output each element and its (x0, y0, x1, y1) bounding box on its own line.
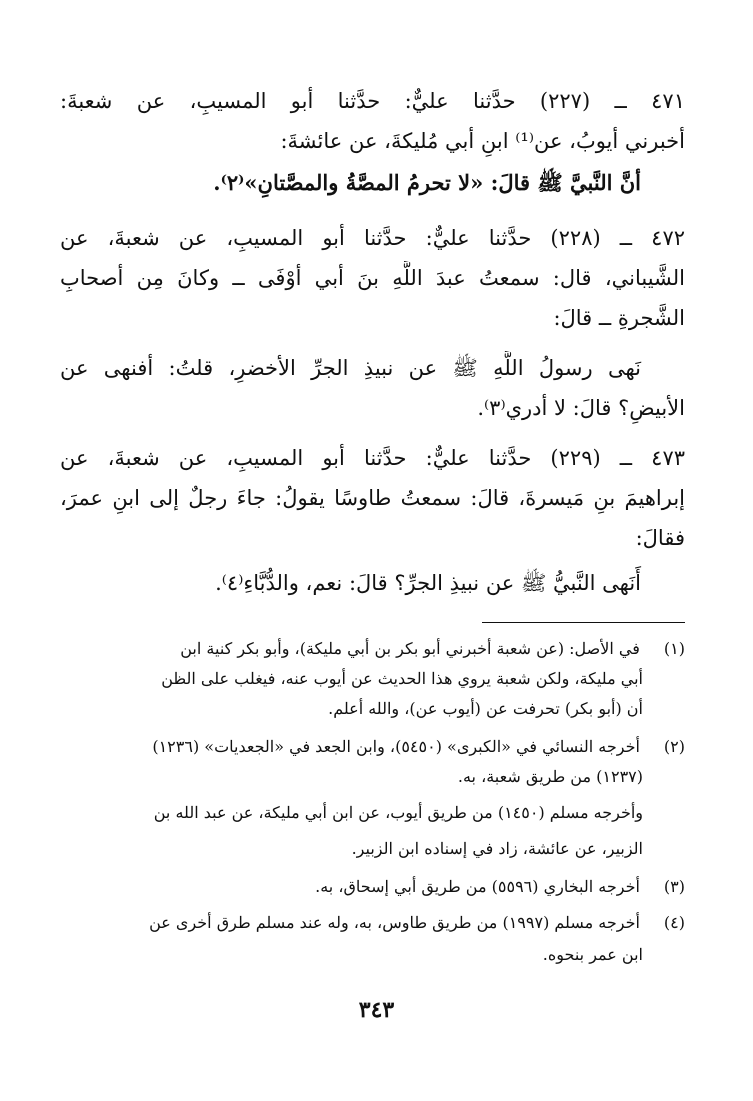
hadith-472-line-3: الشَّجرةِ ــ قالَ: (553, 306, 685, 330)
hadith-471-line-1: ٤٧١ ــ (٢٢٧) حدَّثنا عليٌّ: حدَّثنا أبو المسيبِ، عن شعبةَ: (60, 89, 685, 113)
footnote-2-text: أخرجه النسائي في «الكبرى» (٥٤٥٠)، وابن الجعد في «الجعديات» (١٢٣٦) (152, 737, 640, 756)
hadith-471-matn: أنَّ النَّبيَّ ﷺ قالَ: «لا تحرمُ المصَّةُ والمصَّتانِ»⁽٢⁾. (213, 170, 641, 195)
footnote-3-line-1 (60, 874, 685, 902)
hadith-473-matn: أَنَهى النَّبيُّ ﷺ عن نبيذِ الجرِّ؟ قالَ: نعم، والدُّبَّاءِ⁽٤⁾. (215, 571, 641, 595)
footnote-1-line-1 (60, 636, 685, 664)
hadith-472-line-2: الشَّيباني، قال: سمعتُ عبدَ اللَّهِ بنَ أبي أوْفَى ــ وكانَ مِن أصحابِ (60, 266, 685, 290)
footnote-4-number: (٤) (663, 913, 685, 932)
footnote-4-text: أخرجه مسلم (١٩٩٧) من طريق طاوس، به، وله عند مسلم طرق أخرى عن (149, 913, 640, 932)
footnote-1-line-3: أن (أبو بكر) تحرفت عن (أيوب عن)، والله أعلم. (328, 699, 643, 718)
footnote-3-text: أخرجه البخاري (٥٥٩٦) من طريق أبي إسحاق، به. (315, 877, 640, 896)
footnote-1-number: (١) (663, 639, 685, 658)
hadith-472-line-1: ٤٧٢ ــ (٢٢٨) حدَّثنا عليٌّ: حدَّثنا أبو المسيبِ، عن شعبةَ، عن (60, 226, 685, 250)
footnote-2-line-3: وأخرجه مسلم (١٤٥٠) من طريق أيوب، عن ابن أبي مليكة، عن عبد الله بن (153, 803, 643, 822)
footnote-4-line-2: ابن عمر بنحوه. (542, 945, 643, 964)
footnote-2-number: (٢) (663, 737, 685, 756)
footnote-2-line-4: الزبير، عن عائشة، زاد في إسناده ابن الزبير. (351, 839, 643, 858)
hadith-472-matn-line-1: نَهى رسولُ اللَّهِ ﷺ عن نبيذِ الجرِّ الأخضرِ، قلتُ: أفنهى عن (60, 356, 641, 380)
hadith-473-line-2: إبراهيمَ بنِ مَيسرةَ، قالَ: سمعتُ طاوسًا يقولُ: جاءَ رجلٌ إلى ابنِ عمرَ، (60, 486, 685, 510)
hadith-473-line-1: ٤٧٣ ــ (٢٢٩) حدَّثنا عليٌّ: حدَّثنا أبو المسيبِ، عن شعبةَ، عن (60, 446, 685, 470)
footnote-separator (482, 622, 685, 623)
page-number: ٣٤٣ (358, 997, 395, 1023)
footnote-4-line-1 (60, 910, 685, 938)
footnote-2-line-2: (١٢٣٧) من طريق شعبة، به. (457, 767, 643, 786)
hadith-471-line-2: أخبرني أيوبُ، عن⁽¹⁾ ابنِ أبي مُليكةَ، عن عائشةَ: (280, 129, 685, 153)
hadith-472-matn-line-2: الأبيضِ؟ قالَ: لا أدري⁽٣⁾. (477, 396, 685, 420)
hadith-473-line-3: فقالَ: (635, 526, 685, 550)
footnote-2-line-1 (60, 734, 685, 762)
footnote-1-text: في الأصل: (عن شعبة أخبرني أبو بكر بن أبي مليكة)، وأبو بكر كنية ابن (180, 639, 640, 658)
footnote-1-line-2: أبي مليكة، ولكن شعبة يروي هذا الحديث عن أيوب عنه، فيغلب على الظن (161, 669, 643, 688)
footnote-3-number: (٣) (663, 877, 685, 896)
